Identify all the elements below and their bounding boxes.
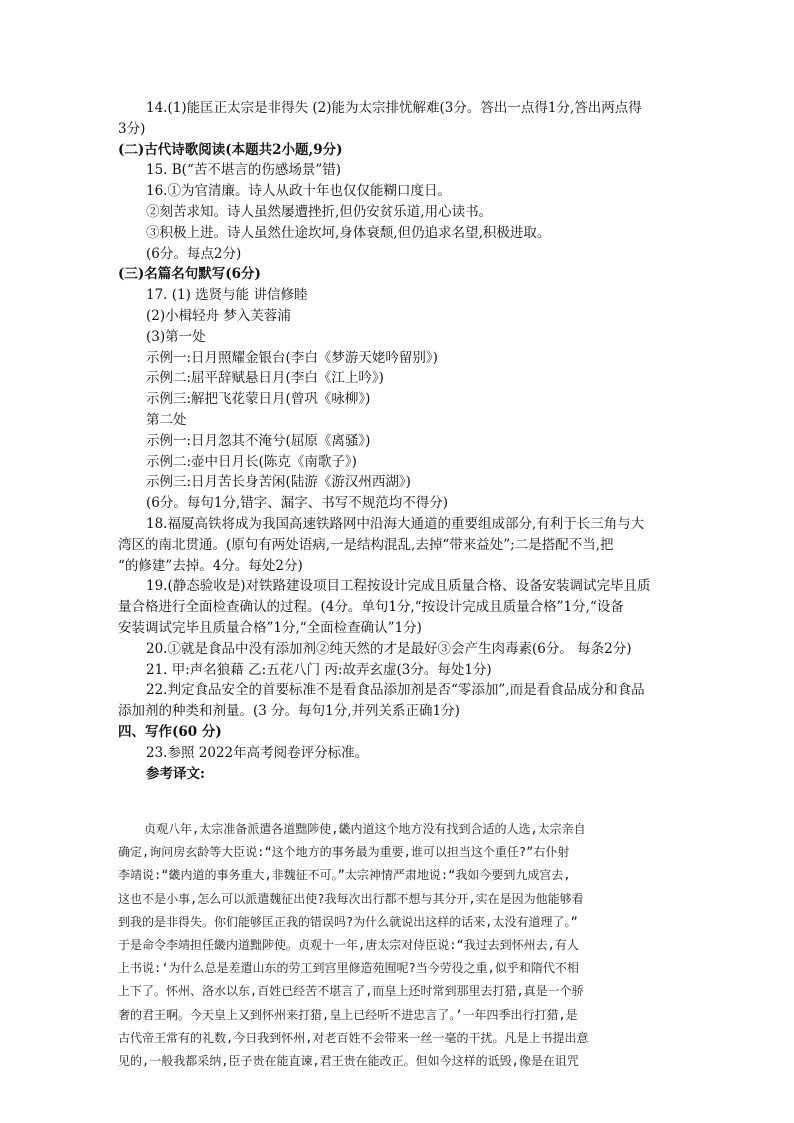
answer-19-line-2: 量合格进行全面检查确认的过程。(4分。单句1分,“按设计完成且质量合格”1分,“设备 [118,599,624,616]
answer-18-line-3: “的修建”去掉。4分。每处2分) [118,557,303,574]
translation-body [118,818,678,1073]
translation-line: 见的,一般我都采纳,臣子贵在能直谏,君王贵在能改正。但如今这样的诋毁,像是在诅咒 [118,1054,579,1069]
answer-16-line-3: ③积极上进。诗人虽然仕途坎坷,身体衰颓,但仍追求名望,积极进取。 [146,224,551,241]
answer-15: 15. B(“苦不堪言的伤感场景”错) [146,162,342,179]
section-heading-writing: 四、写作(60 分) [118,723,222,740]
answer-17-second: 第二处 [146,411,187,428]
answer-19-line-3: 安装调试完毕且质量合格”1分,“全面检查确认”1分) [118,619,422,636]
answer-16-scoring: (6分。每点2分) [146,245,242,262]
answer-17-example-5: 示例二:壶中日月长(陈克《南歌子》) [146,453,357,470]
answer-17-line-2: (2)小楫轻舟 梦入芙蓉浦 [146,307,291,324]
answer-22-line-1: 22.判定食品安全的首要标准不是看食品添加剂是否“零添加”,而是看食品成分和食品 [146,682,645,699]
answer-17-line-3: (3)第一处 [146,328,206,345]
translation-line: 奢的君王啊。今天皇上又到怀州来打猎,皇上已经听不进忠言了。’一年四季出行打猎,是 [118,1007,578,1022]
translation-line: 这也不是小事,怎么可以派遣魏征出使?我每次出行都不想与其分开,实在是因为他能够看 [118,891,584,906]
answer-16-line-1: 16.①为官清廉。诗人从政十年也仅仅能糊口度日。 [146,183,451,200]
answer-14-line-2: 3分) [118,120,146,137]
answer-18-line-1: 18.福厦高铁将成为我国高速铁路网中沿海大通道的重要组成部分,有利于长三角与大 [146,515,645,532]
answer-17-example-2: 示例二:屈平辞赋悬日月(李白《江上吟》) [146,370,384,387]
translation-line: 到我的是非得失。你们能够匡正我的错误吗?为什么就说出这样的话来,太没有道理了。” [118,914,578,929]
section-heading-dictation: (三)名篇名句默写(6分) [118,266,261,283]
answer-20: 20.①就是食品中没有添加剂②纯天然的才是最好③会产生肉毒素(6分。 每条2分) [146,640,632,657]
answer-19-line-1: 19.(静态验收是)对铁路建设项目工程按设计完成且质量合格、设备安装调试完毕且质 [146,578,651,595]
answer-16-line-2: ②刻苦求知。诗人虽然屡遭挫折,但仍安贫乐道,用心读书。 [146,203,493,220]
answer-content [118,98,678,784]
section-heading-ancient-poetry: (二)古代诗歌阅读(本题共2小题,9分) [118,141,343,158]
answer-23: 23.参照 2022年高考阅卷评分标准。 [146,744,369,761]
translation-line: 确定,询问房玄龄等大臣说:“这个地方的事务最为重要,谁可以担当这个重任?”右仆射 [118,845,570,860]
answer-22-line-2: 添加剂的种类和剂量。(3 分。每句1分,并列关系正确1分) [118,703,460,720]
answer-17-example-1: 示例一:日月照耀金银台(李白《梦游天姥吟留别》) [146,349,438,366]
translation-line: 于是命令李靖担任畿内道黜陟使。贞观十一年,唐太宗对侍臣说:“我过去到怀州去,有人 [118,938,579,953]
translation-line: 古代帝王常有的礼数,今日我到怀州,对老百姓不会带来一丝一毫的干扰。凡是上书提出意 [118,1030,589,1045]
translation-line: 贞观八年,太宗准备派遣各道黜陟使,畿内道这个地方没有找到合适的人选,太宗亲自 [144,822,586,836]
translation-heading: 参考译文: [146,765,205,782]
answer-17-example-3: 示例三:解把飞花蒙日月(曾巩《咏柳》) [146,391,371,408]
answer-17-scoring: (6分。每句1分,错字、漏字、书写不规范均不得分) [146,495,449,512]
answer-17-example-4: 示例一:日月忽其不淹兮(屈原《离骚》) [146,432,371,449]
translation-line: 上下了。怀州、洛水以东,百姓已经苦不堪言了,而皇上还时常到那里去打猎,真是一个骄 [118,984,584,999]
answer-17-line-1: 17. (1) 选贤与能 讲信修睦 [146,287,308,304]
translation-line: 上书说:‘为什么总是差遣山东的劳工到宫里修造苑囿呢?当今劳役之重,似乎和隋代不相 [118,961,579,976]
answer-17-example-6: 示例三:日月苦长身苦闲(陆游《游汉州西湖》) [146,474,411,491]
answer-18-line-2: 湾区的南北贯通。(原句有两处语病,一是结构混乱,去掉“带来益处”;二是搭配不当,把 [118,536,614,553]
answer-14-line-1: 14.(1)能匡正太宗是非得失 (2)能为太宗排忧解难(3分。答出一点得1分,答出两点得 [146,100,642,116]
translation-line: 李靖说:“畿内道的事务重大,非魏征不可。”太宗神情严肃地说:“我如今要到九成宫去, [118,868,571,883]
answer-21: 21. 甲:声名狼藉 乙:五花八门 丙:故弄玄虚(3分。每处1分) [146,661,492,678]
